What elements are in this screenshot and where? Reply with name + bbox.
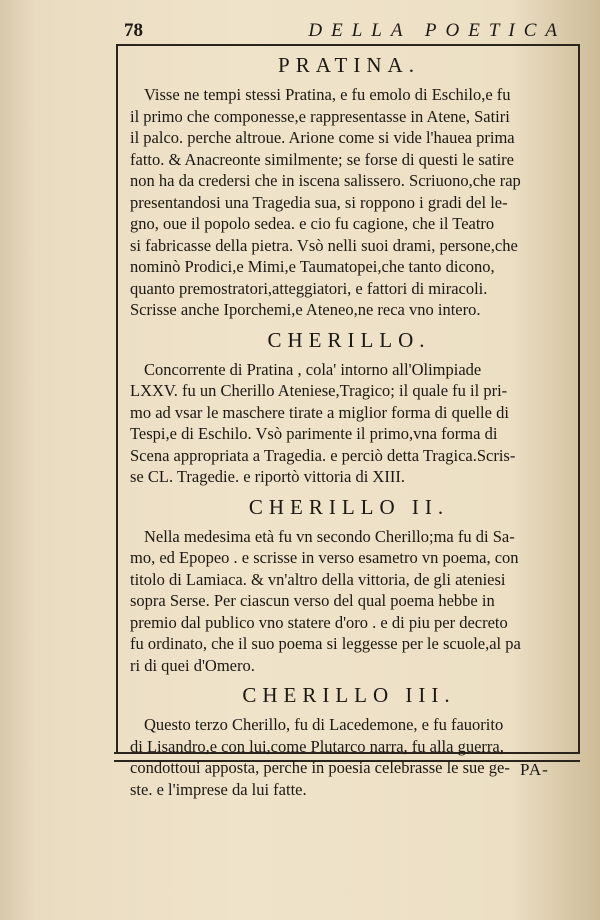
section-paragraph	[130, 84, 568, 321]
text-line: Questo terzo Cherillo, fu di Lacedemone, e fu fauorito	[144, 715, 504, 734]
text-line: presentandosi una Tragedia sua, si roppono i gradi del le-	[130, 192, 508, 212]
text-line: quanto premostratori,atteggiatori, e fattori di miracoli.	[130, 278, 488, 298]
text-line: non ha da credersi che in iscena salissero. Scriuono,che rap	[130, 171, 521, 190]
catchword: PA-	[520, 760, 549, 779]
section-heading: CHERILLO.	[267, 327, 431, 352]
text-line: si fabricasse della pietra. Vsò nelli suoi drami, persone,che	[130, 235, 518, 255]
text-line: mo, ed Epopeo . e scrisse in verso esametro vn poema, con	[130, 548, 519, 567]
text-line: mo ad vsar le maschere tirate a miglior forma di quelle di	[130, 402, 509, 422]
text-line: se CL. Tragedie. e riportò vittoria di XIII.	[130, 467, 405, 486]
section-heading: CHERILLO III.	[242, 683, 456, 707]
section-paragraph	[130, 526, 568, 677]
text-line: il palco. perche altroue. Arione come si vide l'hauea prima	[130, 128, 515, 147]
text-line: sopra Serse. Per ciascun verso del qual poema hebbe in	[130, 591, 495, 610]
section-paragraph	[130, 359, 568, 488]
text-line: Visse ne tempi stessi Pratina, e fu emolo di Eschilo,e fu	[144, 85, 511, 104]
page-body	[130, 50, 568, 806]
text-line: Concorrente di Pratina , cola' intorno all'Olimpiade	[144, 359, 482, 379]
text-line: premio dal publico vno statere d'oro . e di piu per decreto	[130, 612, 508, 632]
text-line: condottoui apposta, perche in poesia celebrasse le sue ge-	[130, 758, 510, 777]
text-line: nominò Prodici,e Mimi,e Taumatopei,che tanto dicono,	[130, 257, 495, 276]
page-number: 78	[124, 20, 143, 41]
text-line: gno, oue il popolo sedea. e cio fu cagione, che il Teatro	[130, 214, 495, 233]
text-line: titolo di Lamiaca. & vn'altro della vittoria, de gli ateniesi	[130, 569, 506, 589]
text-line: il primo che componesse,e rappresentasse in Atene, Satiri	[130, 106, 510, 126]
text-line: fatto. & Anacreonte similmente; se forse di questi le satire	[130, 149, 514, 169]
section-heading: CHERILLO II.	[248, 494, 450, 519]
text-line: Scena appropriata a Tragedia. e perciò detta Tragica.Scris-	[130, 445, 516, 465]
text-line: Nella medesima età fu vn secondo Cherillo;ma fu di Sa-	[144, 526, 515, 546]
text-line: Scrisse anche Iporchemi,e Ateneo,ne reca vno intero.	[130, 300, 481, 319]
text-line: fu ordinato, che il suo poema si leggesse per le scuole,al pa	[130, 634, 521, 653]
text-line: di Lisandro,e con lui,come Plutarco narra, fu alla guerra,	[130, 736, 504, 756]
section-paragraph	[130, 714, 568, 800]
running-title: DELLA POETICA	[308, 20, 566, 41]
running-head	[124, 16, 574, 42]
text-line: Tespi,e di Eschilo. Vsò parimente il primo,vna forma di	[130, 424, 498, 443]
text-line: ri di quei d'Omero.	[130, 655, 255, 675]
section-heading: PRATINA.	[278, 53, 420, 77]
text-line: LXXV. fu un Cherillo Ateniese,Tragico; il quale fu il pri-	[130, 381, 508, 400]
text-line: ste. e l'imprese da lui fatte.	[130, 779, 307, 799]
